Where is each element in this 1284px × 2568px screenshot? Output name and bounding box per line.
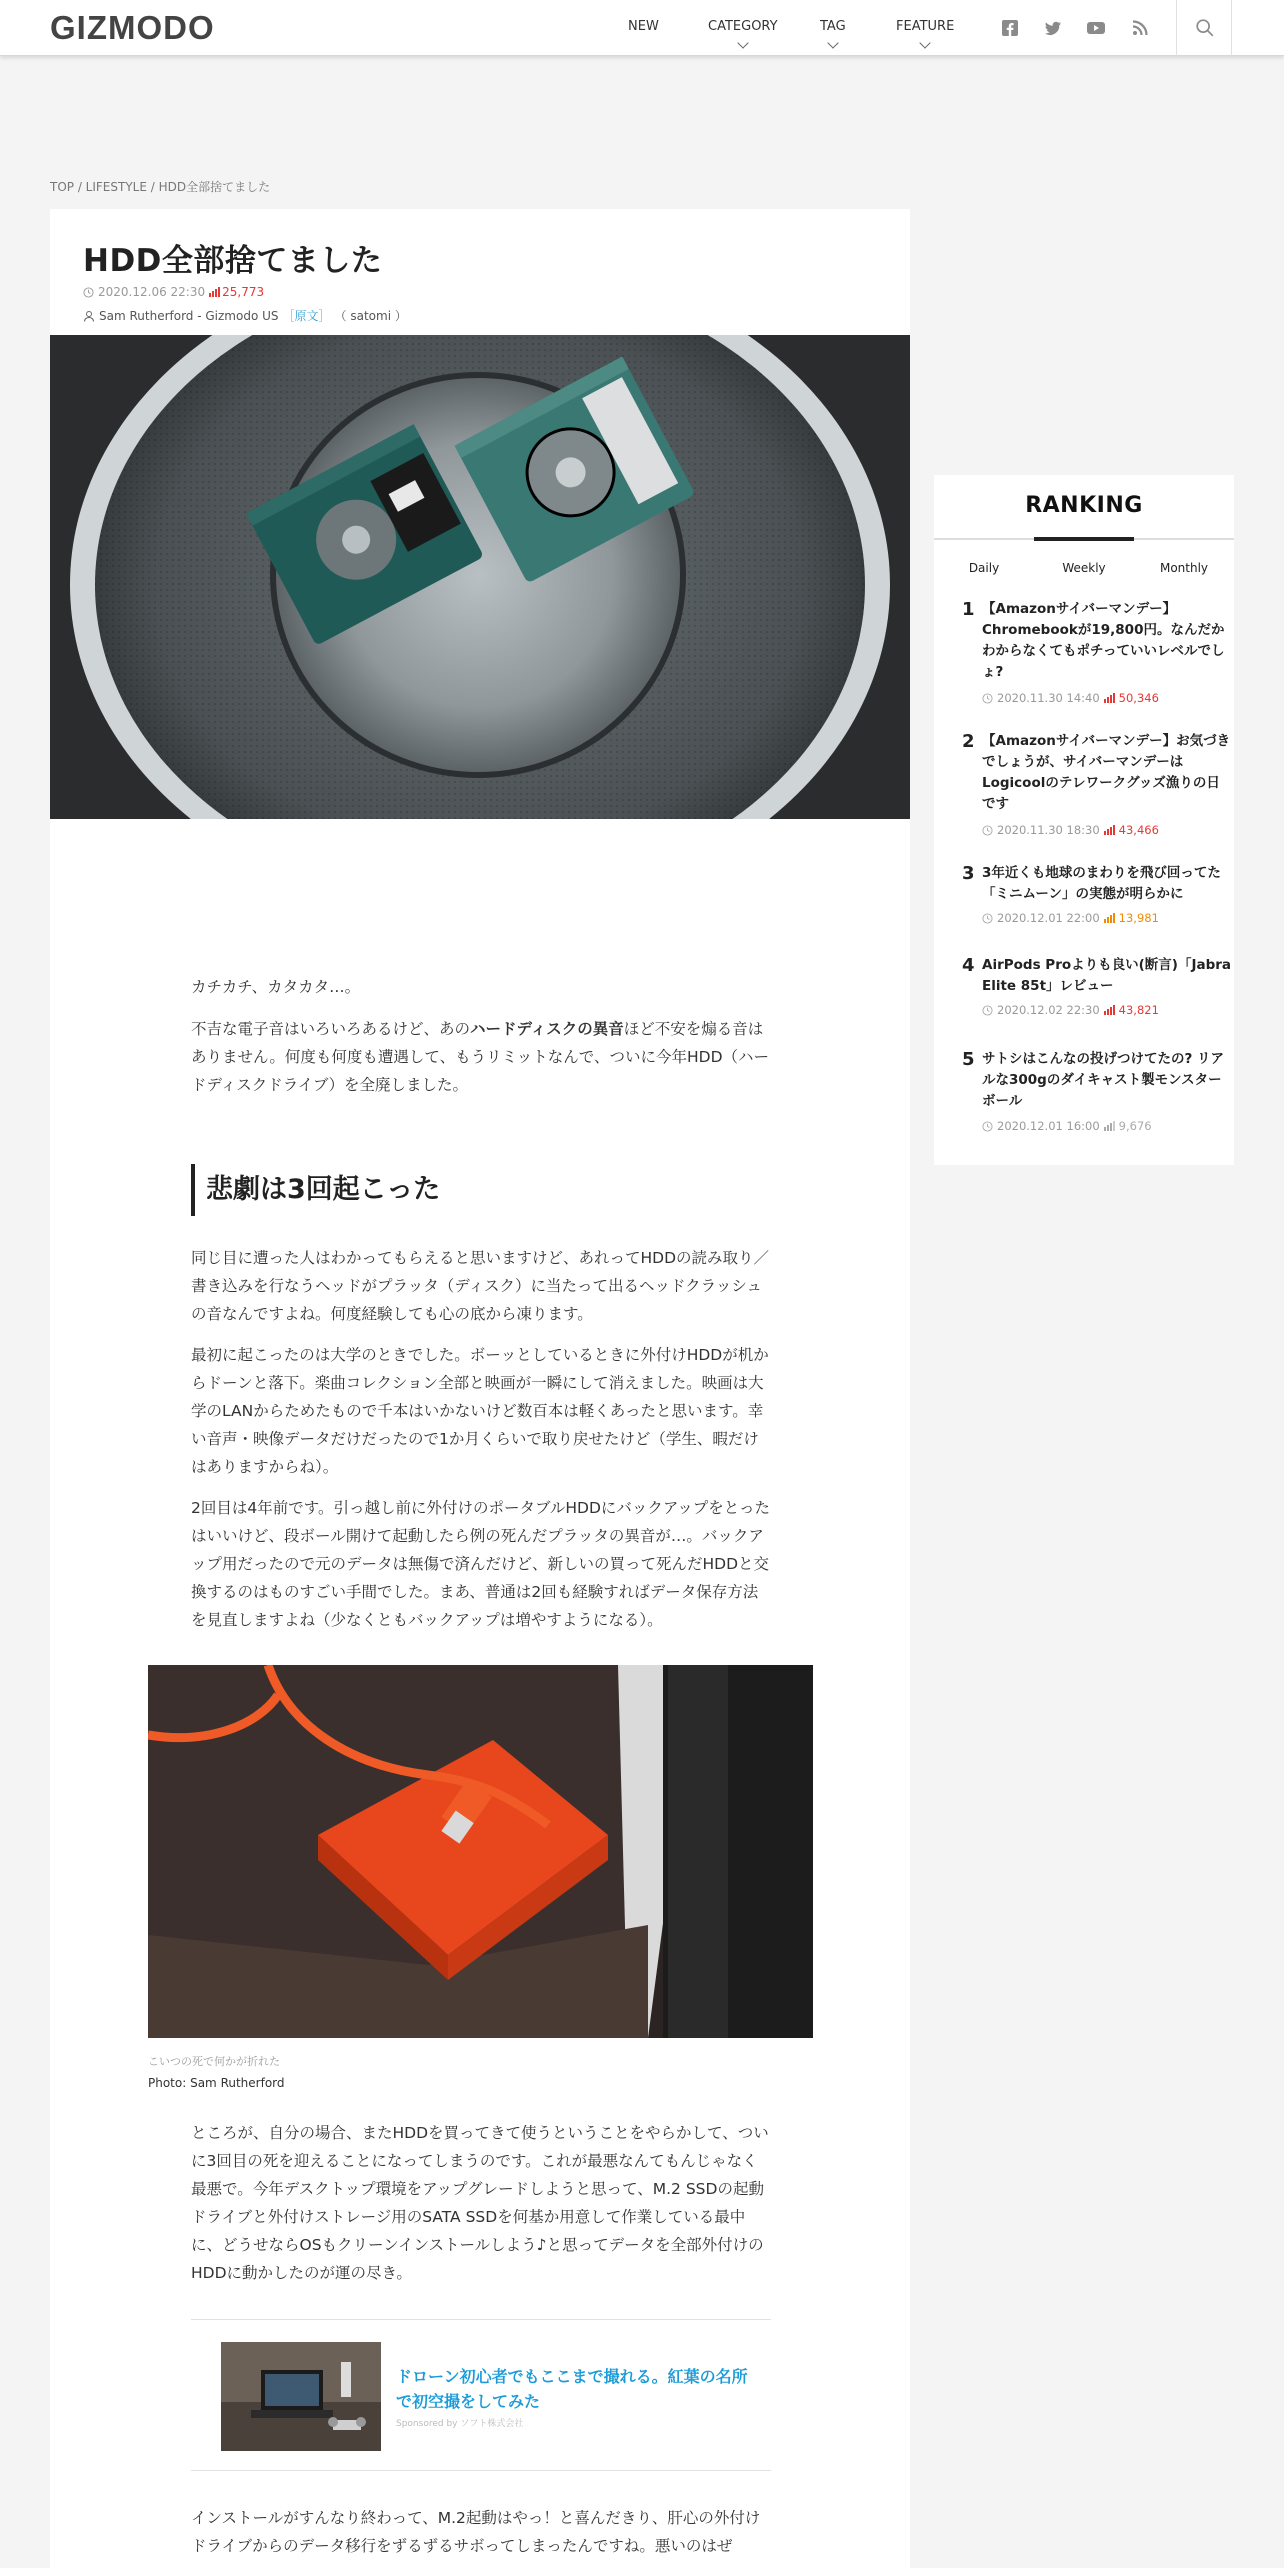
article-views <box>209 285 264 299</box>
ranking-number: 4 <box>962 955 975 976</box>
nav-tag-label: TAG <box>820 19 846 34</box>
ranking-item-meta <box>982 691 1159 705</box>
views-bars-icon <box>1104 693 1115 703</box>
ranking-item-views: 13,981 <box>1118 911 1159 925</box>
ranking-item-meta <box>982 911 1159 925</box>
article-title: HDD全部捨てました <box>83 243 383 279</box>
paragraph: 同じ目に遭った人はわかってもらえると思いますけど、あれってHDDの読み取り／書き込みを行なうヘッドがプラッタ（ディスク）に当たって出るヘッドクラッシュの音なんですよね。何度経験しても心の底から凍ります。 <box>191 1249 770 1323</box>
clock-icon <box>982 825 993 836</box>
paragraph: 2回目は4年前です。引っ越し前に外付けのポータブルHDDにバックアップをとったはいいけど、段ボール開けて起動したら例の死んだプラッタの異音が…。バックアップ用だったので元のデータは無傷で済んだけど、新しいの買って死んだHDDと交換するのはものすごい手間でした。まあ、普通は2回も経験すればデータ保存方法を見直しますよね（少なくともバックアップは増やすようになる）。 <box>191 1499 770 1629</box>
ranking-item-title[interactable]: 【Amazonサイバーマンデー】お気づきでしょうが、サイバーマンデーはLogicoolのテレワークグッズ漁りの日です <box>982 733 1231 812</box>
ranking-item-title[interactable]: サトシはこんなの投げつけてたの? リアルな300gのダイキャスト製モンスターボール <box>982 1051 1225 1109</box>
views-bars-icon <box>1104 913 1115 923</box>
nav-category-label: CATEGORY <box>708 19 778 34</box>
ranking-item-title[interactable]: AirPods Proよりも良い(断言)「Jabra Elite 85t」レビュー <box>982 957 1232 994</box>
ranking-number: 5 <box>962 1049 975 1070</box>
views-bars-icon <box>1104 1005 1115 1015</box>
article-author-line <box>83 307 407 324</box>
section-heading: 悲劇は3回起こった <box>191 1164 771 1216</box>
clock-icon <box>83 287 94 298</box>
site-logo[interactable]: GIZMODO <box>50 9 215 46</box>
ranking-number: 1 <box>962 599 975 620</box>
ranking-item-date: 2020.11.30 18:30 <box>997 823 1100 837</box>
clock-icon <box>982 913 993 924</box>
ranking-item-title[interactable]: 3年近くも地球のまわりを飛び回ってた「ミニムーン」の実態が明らかに <box>982 865 1221 902</box>
ranking-active-tab-indicator <box>1034 537 1134 541</box>
ranking-number: 2 <box>962 731 975 752</box>
nav-tag[interactable] <box>820 19 846 43</box>
views-bars-icon <box>1104 825 1115 835</box>
article-meta <box>83 285 264 299</box>
sponsored-title[interactable]: ドローン初心者でもここまで撮れる。紅葉の名所で初空撮をしてみた <box>396 2367 748 2411</box>
ranking-item-date: 2020.12.02 22:30 <box>997 1003 1100 1017</box>
views-bars-icon <box>209 287 220 297</box>
search-button[interactable] <box>1176 0 1232 56</box>
hero-image <box>50 335 910 819</box>
ranking-widget <box>934 475 1234 1165</box>
sponsored-label: Sponsored by ソフト株式会社 <box>396 2419 524 2429</box>
rss-icon[interactable] <box>1128 16 1152 40</box>
original-article-link[interactable]: ［原文］ <box>282 309 331 323</box>
paragraph: カチカチ、カタカタ…。 <box>191 978 361 996</box>
tab-daily[interactable]: Daily <box>968 561 1000 575</box>
photo-caption: こいつの死で何かが折れた <box>148 2055 280 2068</box>
sponsored-card[interactable] <box>191 2319 771 2471</box>
nav-feature[interactable] <box>896 19 954 43</box>
article-author[interactable]: Sam Rutherford - Gizmodo US <box>99 308 279 323</box>
tab-weekly[interactable]: Weekly <box>1062 561 1106 575</box>
clock-icon <box>982 1121 993 1132</box>
ranking-item-views: 43,821 <box>1118 1003 1159 1017</box>
nav-category[interactable] <box>708 19 778 43</box>
orange-hdd-photo <box>148 1665 813 2038</box>
ranking-item-meta <box>982 1003 1159 1017</box>
tab-monthly[interactable]: Monthly <box>1159 561 1209 575</box>
paragraph-text: 不吉な電子音はいろいろあるけど、あの <box>191 1020 471 1038</box>
paragraph-bold-text: ハードディスクの異音 <box>470 1020 624 1038</box>
article-card <box>50 209 910 2568</box>
article-views-count: 25,773 <box>222 285 265 299</box>
photo-credit: Photo: Sam Rutherford <box>148 2076 285 2090</box>
facebook-icon[interactable] <box>998 16 1022 40</box>
chevron-down-icon <box>737 37 748 48</box>
nav-feature-label: FEATURE <box>896 19 955 34</box>
sponsored-thumbnail[interactable] <box>221 2342 381 2451</box>
ranking-item-views: 9,676 <box>1118 1119 1152 1133</box>
ranking-item-meta <box>982 823 1159 837</box>
nav-new[interactable] <box>628 19 659 43</box>
twitter-icon[interactable] <box>1041 16 1065 40</box>
paragraph <box>191 1015 771 1099</box>
paragraph-text: ほど不安を煽る音はありません。何度も何度も遭遇して、もうリミットなんで、ついに今年HDD（ハードディスクドライブ）を全廃しました。 <box>191 1020 770 1094</box>
breadcrumb[interactable]: TOP / LIFESTYLE / HDD全部捨てました <box>50 180 271 194</box>
clock-icon <box>982 693 993 704</box>
ranking-item-date: 2020.12.01 22:00 <box>997 911 1100 925</box>
chevron-down-icon <box>919 37 930 48</box>
youtube-icon[interactable] <box>1084 16 1108 40</box>
paragraph: インストールがすんなり終わって、M.2起動はやっ！と喜んだきり、肝心の外付けドライブからのデータ移行をずるずるサボってしまったんですね。悪いのはぜ <box>191 2509 761 2555</box>
nav-new-label: NEW <box>628 19 659 34</box>
search-icon <box>1194 17 1216 39</box>
ranking-item-date: 2020.11.30 14:40 <box>997 691 1100 705</box>
paragraph: 最初に起こったのは大学のときでした。ボーッとしているときに外付けHDDが机からドーンと落下。楽曲コレクション全部と映画が一瞬にして消えました。映画は大学のLANからためたもので千本はいかないけど数百本は軽くあったと思います。幸い音声・映像データだけだったので1か月くらいで取り戻せたけど（学生、暇だけはありますからね）。 <box>191 1346 769 1476</box>
paragraph: ところが、自分の場合、またHDDを買ってきて使うということをやらかして、ついに3回目の死を迎えることになってしまうのです。これが最悪なんてもんじゃなく最悪で。今年デスクトップ環境をアップグレードしようと思って、M.2 SSDの起動ドライブと外付けストレージ用のSATA SSDを何基か用意して作業している最中に、どうせならOSもクリーンインストールしよう♪と思ってデータを全部外付けのHDDに動かしたのが運の尽き。 <box>191 2124 769 2282</box>
ranking-title: RANKING <box>1025 493 1143 518</box>
site-header <box>0 0 1284 56</box>
article-translator: （ satomi ） <box>334 309 407 323</box>
article-date: 2020.12.06 22:30 <box>98 285 206 299</box>
ranking-number: 3 <box>962 863 975 884</box>
clock-icon <box>982 1005 993 1016</box>
user-icon <box>83 310 95 322</box>
ranking-item-title[interactable]: 【Amazonサイバーマンデー】Chromebookが19,800円。なんだかわからなくてもポチっていいレベルでしょ? <box>982 601 1225 680</box>
chevron-down-icon <box>827 37 838 48</box>
views-bars-icon <box>1104 1121 1115 1131</box>
ranking-item-date: 2020.12.01 16:00 <box>997 1119 1100 1133</box>
ranking-item-meta <box>982 1119 1152 1133</box>
ranking-item-views: 43,466 <box>1118 823 1159 837</box>
ranking-item-views: 50,346 <box>1118 691 1159 705</box>
